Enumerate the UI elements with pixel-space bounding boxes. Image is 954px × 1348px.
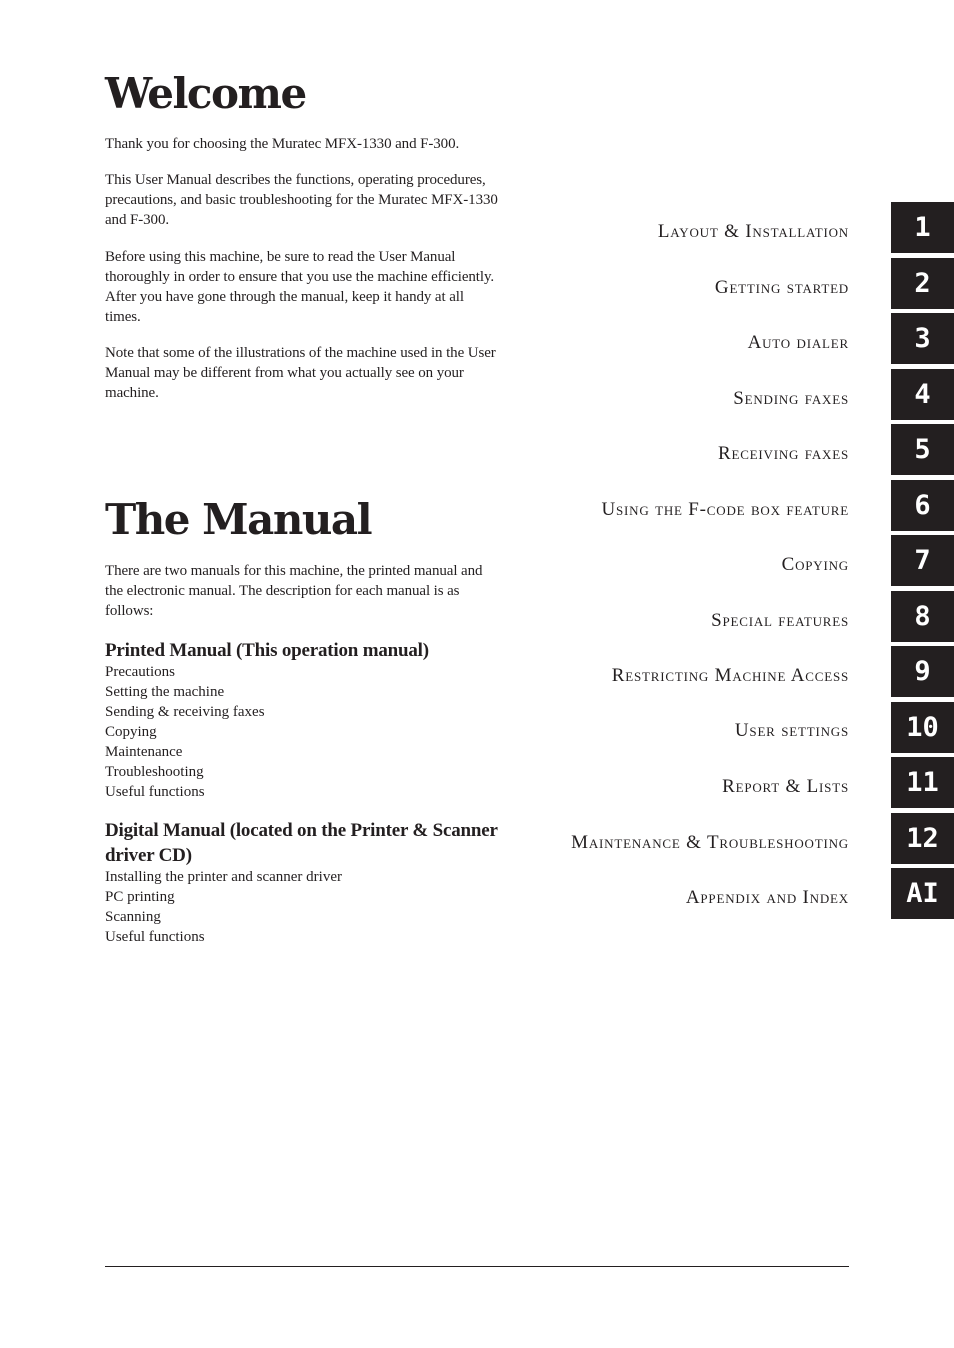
list-item: Maintenance — [105, 744, 183, 760]
toc-item-copying[interactable]: Copying — [781, 554, 849, 575]
printed-manual-list — [105, 662, 265, 802]
chapter-tab-5[interactable]: 5 — [891, 424, 954, 475]
chapter-tab-ai[interactable]: AI — [891, 868, 954, 919]
list-item: Useful functions — [105, 784, 205, 800]
toc-item-sending-faxes[interactable]: Sending faxes — [733, 388, 849, 409]
list-item: Useful functions — [105, 929, 205, 945]
list-item: Setting the machine — [105, 684, 225, 700]
toc-item-user-settings[interactable]: User settings — [734, 720, 849, 741]
welcome-paragraph-4: Note that some of the illustrations of the machine used in the User Manual may be different from what you actually see on your machine. — [105, 345, 496, 401]
toc-item-receiving-faxes[interactable]: Receiving faxes — [717, 443, 849, 464]
digital-manual-heading: Digital Manual (located on the Printer & Scanner driver CD) — [105, 820, 498, 866]
footer-rule — [105, 1266, 849, 1267]
list-item: Troubleshooting — [105, 764, 204, 780]
chapter-tab-8[interactable]: 8 — [891, 591, 954, 642]
welcome-paragraph-3: Before using this machine, be sure to read the User Manual thoroughly in order to ensure that you use the machine efficiently. After you have gone through the manual, keep it handy at all times. — [105, 249, 495, 325]
toc-item-layout-installation[interactable]: Layout & Installation — [657, 221, 849, 242]
digital-manual-list — [105, 867, 342, 947]
toc-item-restricting-access[interactable]: Restricting Machine Access — [611, 665, 849, 686]
toc-item-special-features[interactable]: Special features — [711, 610, 849, 631]
list-item: Precautions — [105, 664, 175, 680]
toc-item-auto-dialer[interactable]: Auto dialer — [747, 332, 849, 353]
chapter-tab-12[interactable]: 12 — [891, 813, 954, 864]
chapter-tab-1[interactable]: 1 — [891, 202, 954, 253]
welcome-paragraph-2: This User Manual describes the functions, operating procedures, precautions, and basic troubleshooting for the Muratec MFX-1330 and F-300. — [105, 172, 498, 228]
manual-title: The Manual — [105, 495, 372, 544]
chapter-tab-3[interactable]: 3 — [891, 313, 954, 364]
chapter-tab-11[interactable]: 11 — [891, 757, 954, 808]
welcome-paragraph-1: Thank you for choosing the Muratec MFX-1330 and F-300. — [105, 136, 460, 152]
list-item: Installing the printer and scanner driver — [105, 869, 342, 885]
manual-intro: There are two manuals for this machine, the printed manual and the electronic manual. The description for each manual is as follows: — [105, 563, 483, 619]
chapter-tab-6[interactable]: 6 — [891, 480, 954, 531]
toc-item-report-lists[interactable]: Report & Lists — [722, 776, 849, 797]
list-item: Sending & receiving faxes — [105, 704, 265, 720]
list-item: Scanning — [105, 909, 161, 925]
toc-item-maintenance[interactable]: Maintenance & Troubleshooting — [571, 832, 849, 853]
list-item: Copying — [105, 724, 157, 740]
chapter-tab-9[interactable]: 9 — [891, 646, 954, 697]
chapter-tab-7[interactable]: 7 — [891, 535, 954, 586]
chapter-tab-2[interactable]: 2 — [891, 258, 954, 309]
welcome-title: Welcome — [105, 69, 306, 118]
toc-item-appendix-index[interactable]: Appendix and Index — [685, 887, 849, 908]
toc-item-getting-started[interactable]: Getting started — [714, 277, 849, 298]
chapter-tab-10[interactable]: 10 — [891, 702, 954, 753]
toc-item-f-code-box[interactable]: Using the F-code box feature — [601, 499, 849, 520]
chapter-tab-4[interactable]: 4 — [891, 369, 954, 420]
list-item: PC printing — [105, 889, 175, 905]
printed-manual-heading: Printed Manual (This operation manual) — [105, 640, 429, 661]
